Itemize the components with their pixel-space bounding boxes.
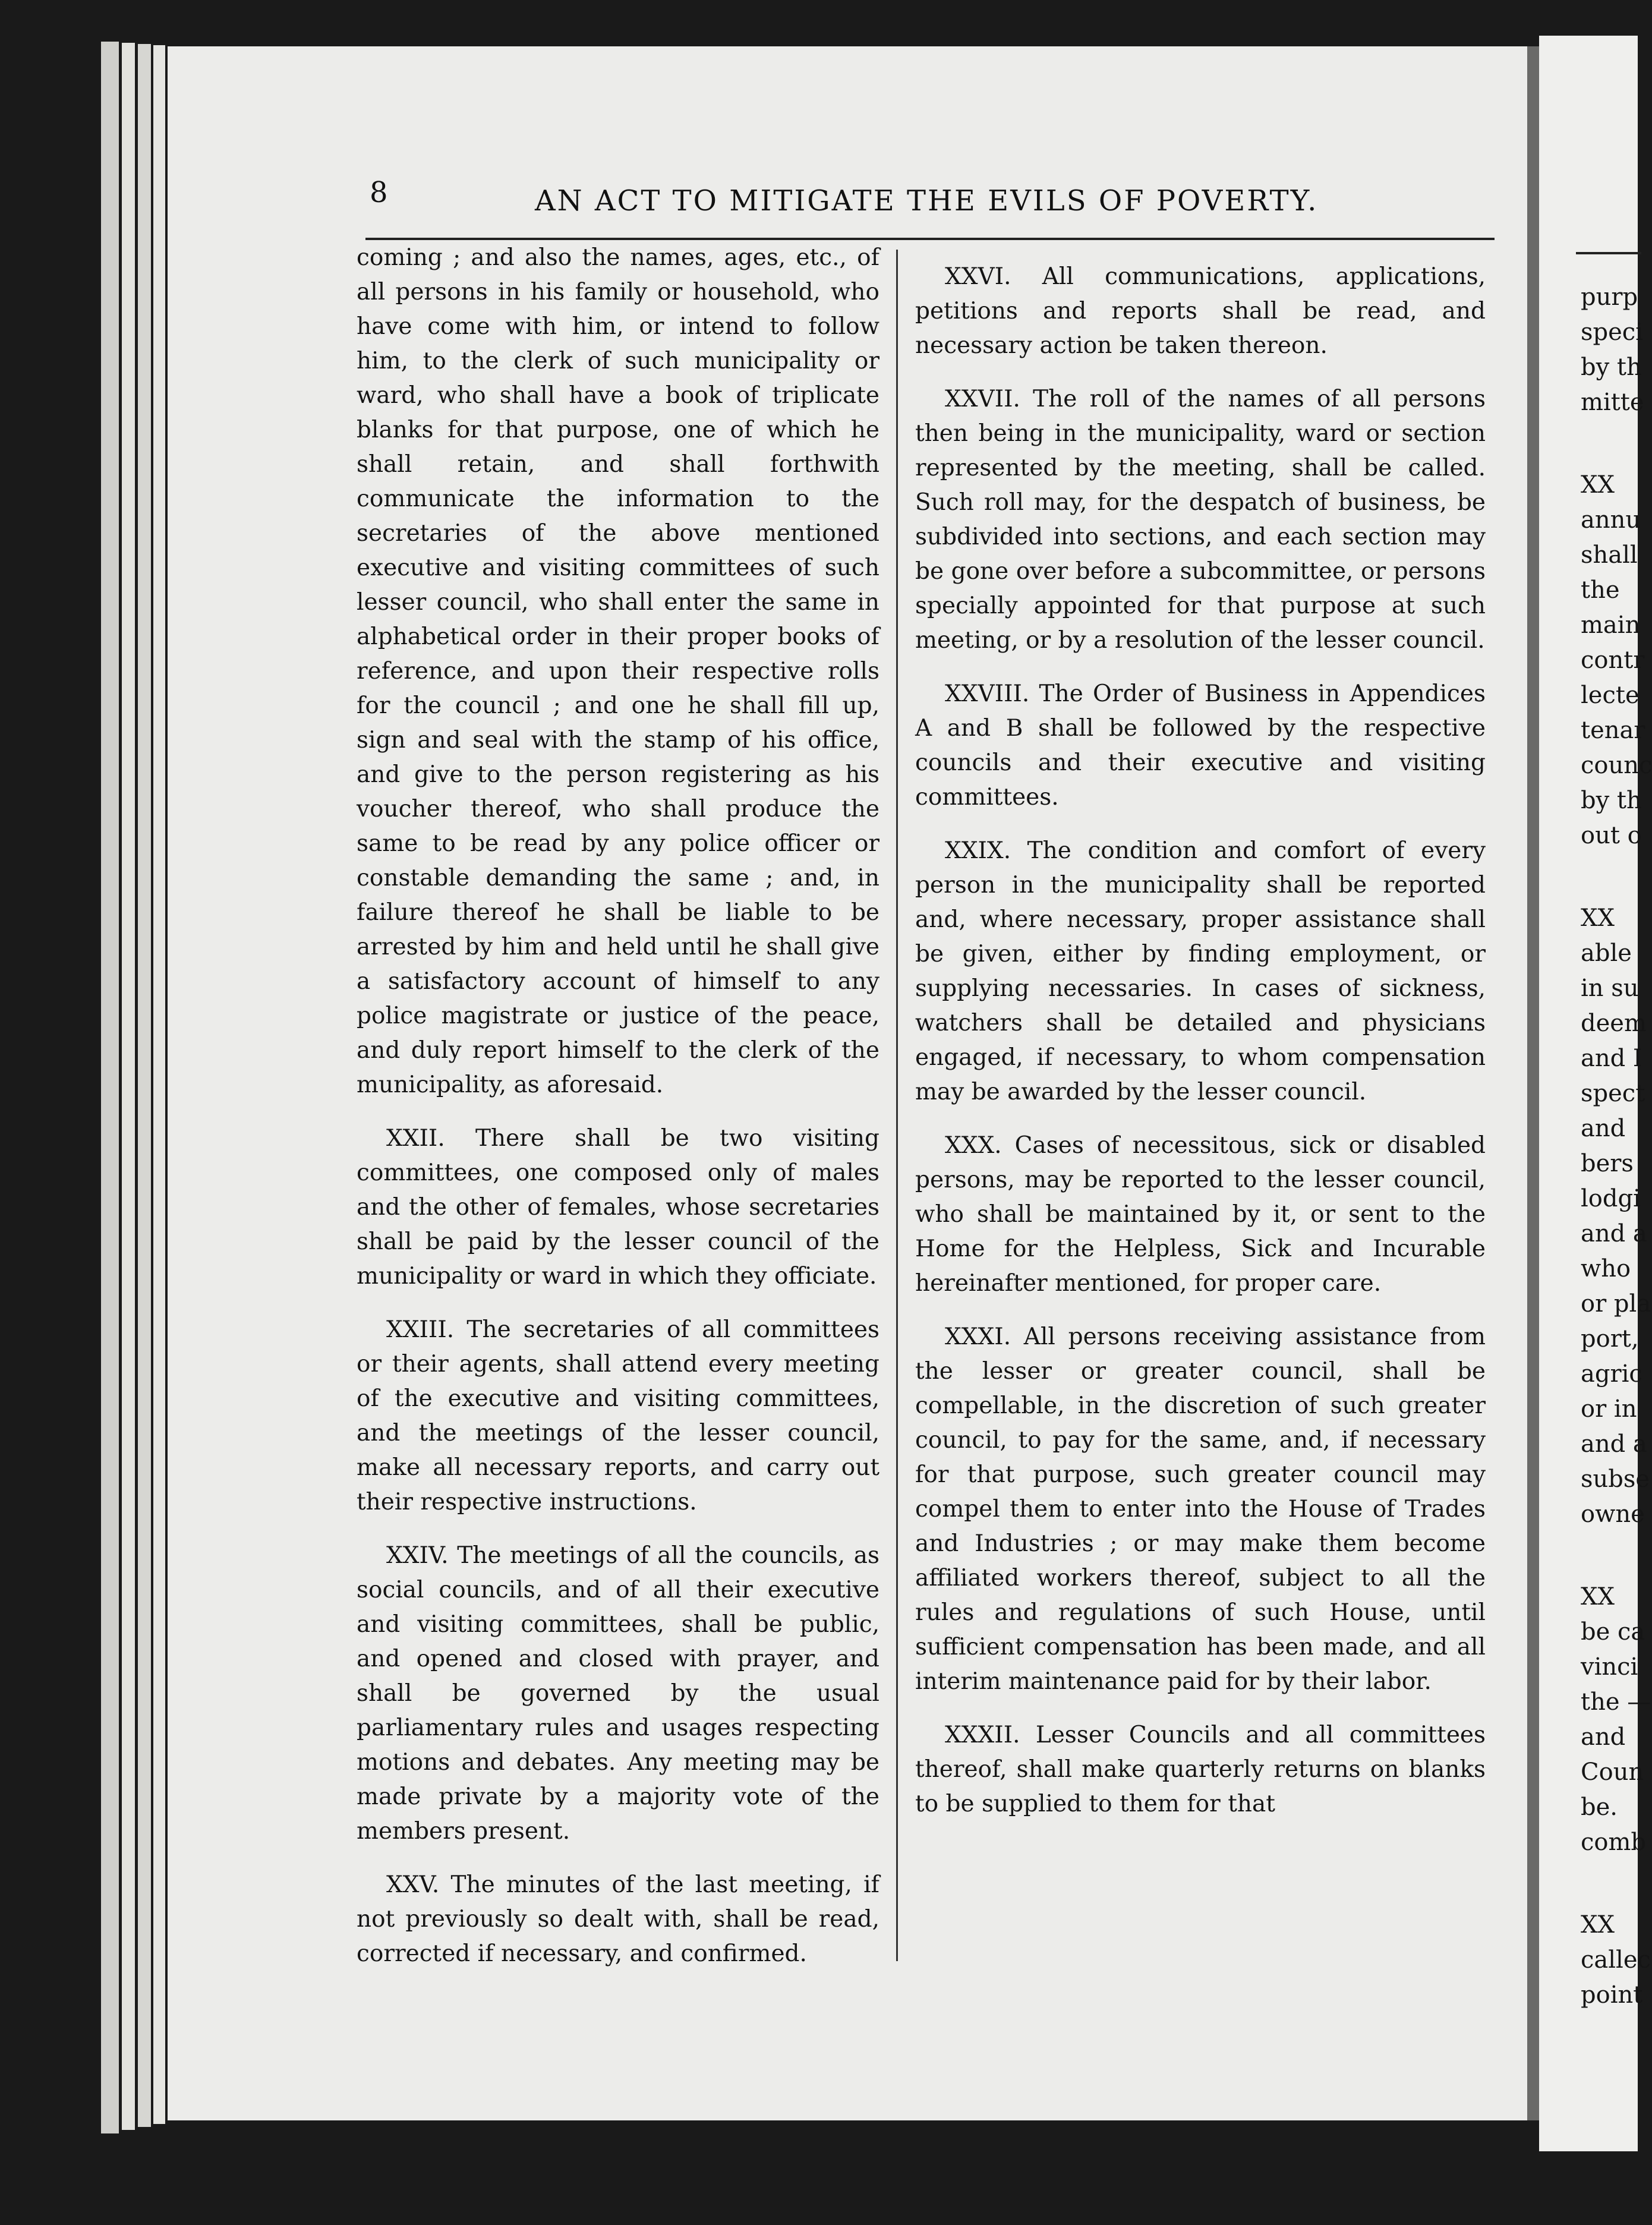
next-page-line: tenar <box>1581 717 1645 744</box>
next-page-line: and <box>1581 1723 1626 1751</box>
paragraph-xxix: XXIX. The condition and comfort of every person in the municipality shall be reported and, where necessary, proper assistance shall be given, either by finding employment, or supplying necessaries. In cases of sickness, watchers shall be detailed and physicians engaged, if necessary, to whom compensation may be awarded by the lesser council. <box>915 837 1486 1105</box>
paragraph-xxviii: XXVIII. The Order of Business in Appendices A and B shall be followed by the respective councils and their executive and visiting committees. <box>915 680 1486 811</box>
next-page-line: the — <box>1581 1688 1651 1716</box>
next-page-line: comb <box>1581 1829 1647 1856</box>
next-page-line: mitte <box>1581 389 1644 416</box>
paragraph-xxxii: XXXII. Lesser Councils and all committees thereof, shall make quarterly returns on blanks to be supplied to them for that <box>915 1722 1486 1817</box>
next-page-line: and <box>1581 1115 1626 1142</box>
next-page-line: purp <box>1581 283 1638 311</box>
next-page-line: lodgi <box>1581 1185 1641 1212</box>
next-page-line: able <box>1581 940 1632 967</box>
head-rule <box>365 238 1495 240</box>
next-page-line: by th <box>1581 354 1642 381</box>
next-page-line: XX <box>1581 471 1615 499</box>
paragraph-xxv: XXV. The minutes of the last meeting, if not previously so dealt with, shall be read, corrected if necessary, and confirmed. <box>357 1871 879 1967</box>
next-page-line: vinci <box>1581 1653 1638 1681</box>
page-edge <box>138 44 151 2127</box>
next-page-line: and I <box>1581 1045 1642 1072</box>
left-column <box>357 241 879 1990</box>
paragraph-xxx: XXX. Cases of necessitous, sick or disabled persons, may be reported to the lesser council, who shall be maintained by it, or sent to the Home for the Helpless, Sick and Incurable hereinafter mentioned, for proper care. <box>915 1132 1486 1297</box>
next-page-line: counc <box>1581 752 1652 779</box>
next-page-line: and a <box>1581 1220 1647 1247</box>
page-number: 8 <box>370 176 388 209</box>
next-page-line: or in <box>1581 1395 1637 1423</box>
next-page-line: point <box>1581 1981 1643 2009</box>
next-page-line: out o <box>1581 822 1642 849</box>
right-column <box>915 260 1486 1840</box>
next-page-line: deem <box>1581 1010 1647 1037</box>
next-page-line: be. <box>1581 1794 1618 1821</box>
next-page-line: and a <box>1581 1430 1647 1458</box>
paragraph-xxii: XXII. There shall be two visiting committees, one composed only of males and the other of females, whose secretaries shall be paid by the lesser council of the municipality or ward in which they officiate. <box>357 1125 879 1290</box>
page-edge <box>122 43 135 2130</box>
next-page-line: contr <box>1581 647 1645 674</box>
paragraph-xxiii: XXIII. The secretaries of all committees or their agents, shall attend every meeting of the executive and visiting committees, and the meetings of the lesser council, make all necessary reports, and carry out their respective instructions. <box>357 1316 879 1515</box>
column-rule <box>896 250 898 1961</box>
next-page-line: shall <box>1581 541 1638 569</box>
next-page-line: port, <box>1581 1325 1639 1353</box>
next-page-line: the <box>1581 576 1620 604</box>
next-page-line: speci <box>1581 319 1643 346</box>
next-page-line: agric <box>1581 1360 1642 1388</box>
next-page-line: by th <box>1581 787 1642 814</box>
page-edge <box>101 42 119 2133</box>
next-page-line: who <box>1581 1255 1631 1282</box>
next-page-line: lecte <box>1581 682 1640 709</box>
running-head: AN ACT TO MITIGATE THE EVILS OF POVERTY. <box>535 184 1319 218</box>
next-page-line: Coun <box>1581 1758 1644 1786</box>
paragraph: coming ; and also the names, ages, etc., of all persons in his family or household, who have come with him, or intend to follow him, to the clerk of such municipality or ward, who shall have a book of triplicate blanks for that purpose, one of which he shall retain, and shall forthwith communicate the information to the secretaries of the above mentioned executive and visiting committees of such lesser council, who shall enter the same in alphabetical order in their proper books of reference, and upon their respective rolls for the council ; and one he shall fill up, sign and seal with the stamp of his office, and give to the person registering as his voucher thereof, who shall produce the same to be read by any police officer or constable demanding the same ; and, in failure thereof he shall be liable to be arrested by him and held until he shall give a satisfactory account of himself to any police magistrate or justice of the peace, and duly report himself to the clerk of the municipality, as aforesaid. <box>357 244 879 1098</box>
next-page-line: XX <box>1581 1583 1615 1611</box>
next-page-line: annu <box>1581 506 1641 534</box>
paragraph-xxvii: XXVII. The roll of the names of all persons then being in the municipality, ward or section represented by the meeting, shall be called. Such roll may, for the despatch of business, be subdivided into sections, and each section may be gone over before a subcommittee, or persons specially appointed for that purpose at such meeting, or by a resolution of the lesser council. <box>915 386 1486 654</box>
paragraph-xxxi: XXXI. All persons receiving assistance from the lesser or greater council, shall be compellable, in the discretion of such greater council, to pay for the same, and, if necessary for that purpose, such greater council may compel them to enter into the House of Trades and Industries ; or may make them become affiliated workers thereof, subject to all the rules and regulations of such House, until sufficient compensation has been made, and all interim maintenance paid for by their labor. <box>915 1323 1486 1695</box>
next-page-line: in su <box>1581 975 1639 1002</box>
next-page-line: bers <box>1581 1150 1634 1177</box>
next-page-line: main <box>1581 612 1641 639</box>
next-page-line: XX <box>1581 1911 1615 1939</box>
next-page-line: spect <box>1581 1080 1645 1107</box>
next-page-line: XX <box>1581 905 1615 932</box>
book-gutter <box>1527 46 1539 2120</box>
next-page-line: callec <box>1581 1946 1651 1974</box>
paragraph-xxvi: XXVI. All communications, applications, petitions and reports shall be read, and necessary action be taken thereon. <box>915 263 1486 359</box>
next-page-fragment <box>1539 36 1652 2151</box>
page-edge <box>153 45 165 2124</box>
paragraph-xxiv: XXIV. The meetings of all the councils, as social councils, and of all their executive and visiting committees, shall be public, and opened and closed with prayer, and shall be governed by the usual parliamentary rules and usages respecting motions and debates. Any meeting may be made private by a majority vote of the members present. <box>357 1542 879 1845</box>
next-page-head-rule <box>1576 252 1641 254</box>
next-page-line: be ca <box>1581 1618 1645 1646</box>
next-page-line: or pla <box>1581 1290 1651 1318</box>
next-page-line: owne <box>1581 1501 1645 1528</box>
next-page-line: subse <box>1581 1466 1650 1493</box>
